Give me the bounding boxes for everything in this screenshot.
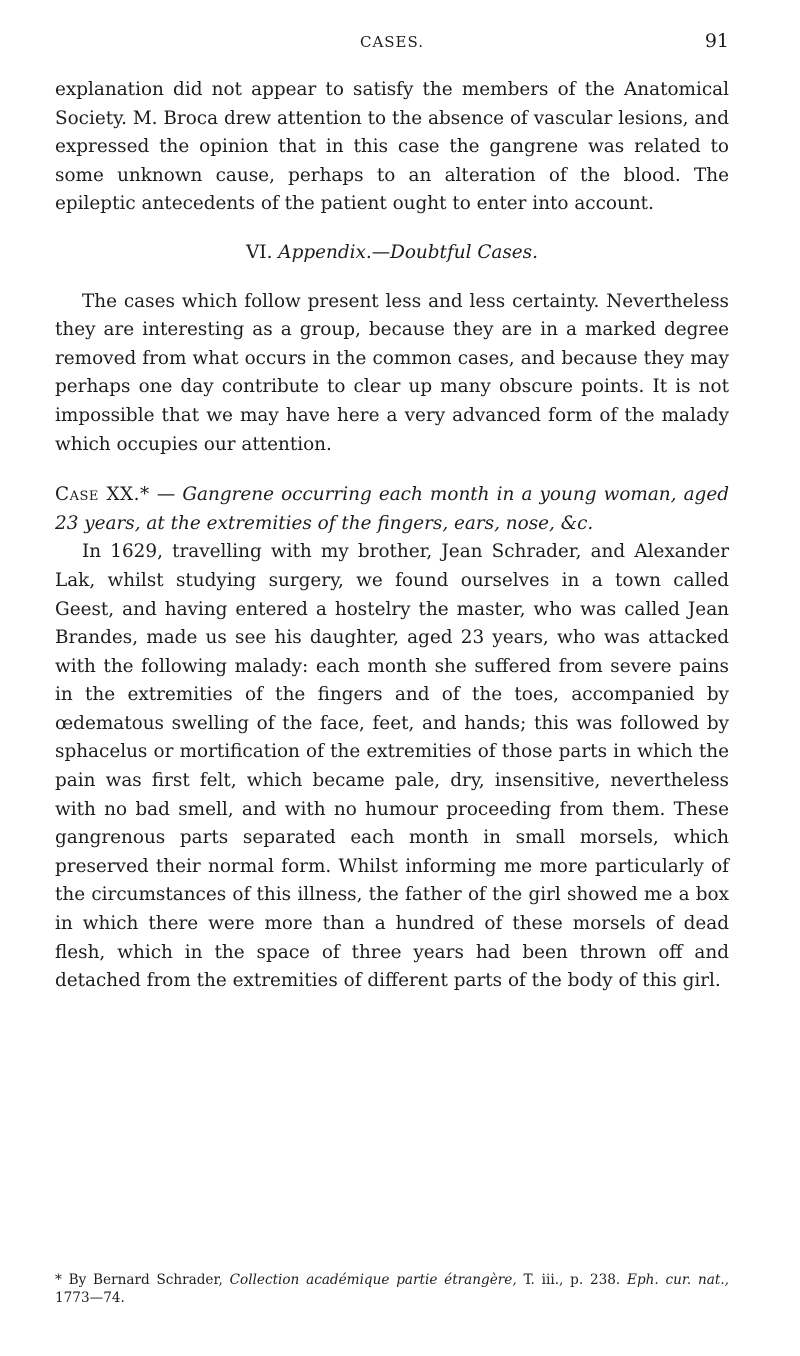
case-dash: — <box>149 484 183 506</box>
section-heading <box>55 239 729 268</box>
paragraph-doubtful-cases: The cases which follow present less and less certainty. Nevertheless they are interesting as a group, because they are in a marked degree removed from what occurs in the common cases, and because they may perhaps one day contribute to clear up many obscure points. It is not impossible that we may have here a very advanced form of the malady which occupies our attention. <box>55 290 729 455</box>
body-text <box>55 76 729 996</box>
footnote-secondary-years: 1773—74. <box>55 1290 125 1306</box>
paragraph-case-narrative: In 1629, travelling with my brother, Jean Schrader, and Alexander Lak, whilst studying surgery, we found ourselves in a town called Geest, and having entered a hostelry the master, who was called Jean Brandes, made us see his daughter, aged 23 years, who was attacked with the following malady: each month she suffered from severe pains in the extremities of the fingers and of the toes, accompanied by œdematous swelling of the face, feet, and hands; this was followed by sphacelus or mortification of the extremities of those parts in which the pain was first felt, which became pale, dry, insensitive, nevertheless with no bad smell, and with no humour proceeding from them. These gangrenous parts separated each month in small morsels, which preserved their normal form. Whilst informing me more particularly of the circumstances of this illness, the father of the girl showed me a box in which there were more than a hundred of these morsels of dead flesh, which in the space of three years had been thrown off and detached from the extremities of different parts of the body of this girl. <box>55 541 729 992</box>
section-number: VI. <box>246 241 273 263</box>
paragraph-continuation: explanation did not appear to satisfy the members of the Anatomical Society. M. Broca drew attention to the absence of vascular lesions, and expressed the opinion that in this case the gangrene was related to some unknown cause, perhaps to an alteration of the blood. The epileptic antecedents of the patient ought to enter into account. <box>55 79 729 215</box>
running-head <box>55 30 729 56</box>
section-title: Appendix.—Doubtful Cases. <box>278 241 538 263</box>
footnote-marker: * By Bernard Schrader, <box>55 1272 223 1288</box>
case-label: Case XX.* <box>55 484 150 506</box>
footnote-secondary-title: Eph. cur. nat., <box>627 1272 730 1288</box>
page-number: 91 <box>704 30 729 52</box>
footnote <box>55 1271 729 1307</box>
running-title: CASES. <box>359 33 425 51</box>
case-title: Gangrene occurring each month in a young woman, aged 23 years, at the extremities of the fingers, ears, nose, &c. <box>55 484 729 534</box>
footnote-source-title: Collection académique partie étrangère, <box>229 1272 517 1288</box>
footnote-source-ref: T. iii., p. 238. <box>523 1272 621 1288</box>
case-heading <box>55 481 729 538</box>
